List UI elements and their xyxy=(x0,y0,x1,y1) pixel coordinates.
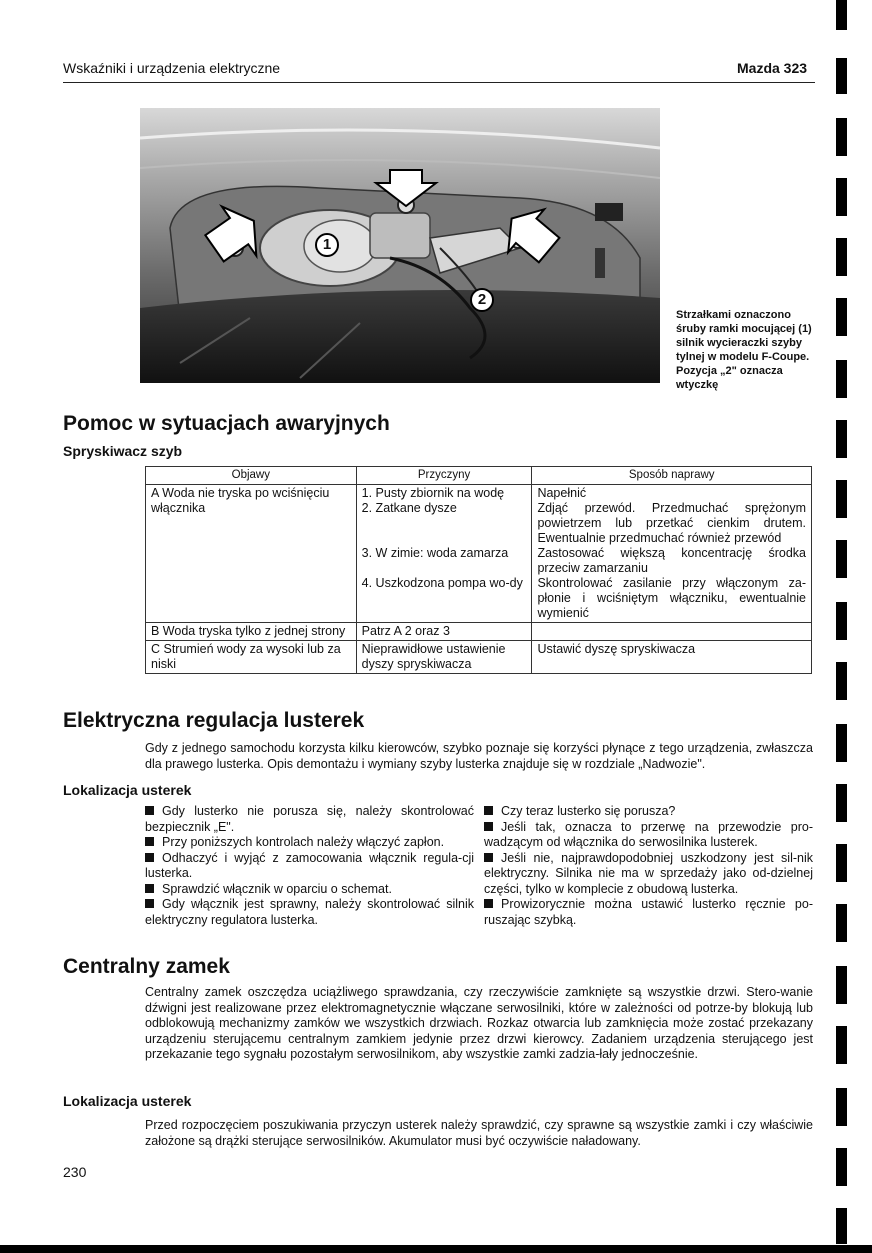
cause-cell xyxy=(356,485,532,623)
index-mark xyxy=(836,238,847,276)
bullet-icon xyxy=(145,899,154,908)
subsection-title: Lokalizacja usterek xyxy=(63,1093,192,1109)
table-row xyxy=(146,623,812,641)
bullet-list-left xyxy=(145,804,474,928)
remedy-item: Napełnić xyxy=(537,486,587,500)
list-item: Gdy lusterko nie porusza się, należy skontrolować bezpiecznik „E". xyxy=(145,804,474,834)
section-intro: Gdy z jednego samochodu korzysta kilku kierowców, szybko poznaje się korzyści płynące z tego urządzenia, zwłaszcza dla prawego lusterka. Opis demontażu i wymiany szyby lusterka znajduje się w rozdziale „Nadwozie". xyxy=(145,741,813,771)
remedy-item: Zdjąć przewód. Przedmuchać sprężonym powietrzem lub przetkać cienkim drutem. Ewentualnie przedmuchać również przewód xyxy=(537,501,806,545)
index-mark xyxy=(836,480,847,518)
section-text: Przed rozpoczęciem poszukiwania przyczyn usterek należy sprawdzić, czy sprawne są wszystkie zamki i czy właściwie założone są drążki sterujące serwosilników. Akumulator musi być oczywiście naładowany. xyxy=(145,1118,813,1148)
bullet-icon xyxy=(145,884,154,893)
bullet-icon xyxy=(484,853,493,862)
callout-label-2: 2 xyxy=(477,291,487,308)
index-mark xyxy=(836,1208,847,1244)
bullet-icon xyxy=(145,853,154,862)
running-header-model: Mazda 323 xyxy=(737,60,808,76)
index-mark xyxy=(836,58,847,94)
header-rule xyxy=(63,82,815,83)
cause-item: 2. Zatkane dysze xyxy=(361,501,457,515)
bullet-icon xyxy=(484,806,493,815)
index-mark xyxy=(836,420,847,458)
cause-cell: Nieprawidłowe ustawienie dyszy spryskiwacza xyxy=(356,641,532,674)
section-title: Elektryczna regulacja lusterek xyxy=(63,709,365,732)
cause-item: 3. W zimie: woda zamarza xyxy=(361,546,509,560)
bottom-edge-bar xyxy=(0,1245,872,1253)
cause-item: 4. Uszkodzona pompa wo-dy xyxy=(361,576,523,590)
bullet-icon xyxy=(484,822,493,831)
figure-caption: Strzałkami oznaczono śruby ramki mocującej (1) silnik wycieraczki szyby tylnej w modelu F-Coupe. Pozycja „2" oznacza wtyczkę xyxy=(676,309,812,391)
remedy-cell: Ustawić dyszę spryskiwacza xyxy=(532,641,812,674)
cause-cell: Patrz A 2 oraz 3 xyxy=(356,623,532,641)
remedy-cell xyxy=(532,623,812,641)
index-mark xyxy=(836,178,847,216)
index-mark xyxy=(836,118,847,156)
symptom-cell: A Woda nie tryska po wciśnięciu włącznika xyxy=(146,485,357,623)
list-item: Gdy włącznik jest sprawny, należy skontrolować silnik elektryczny regulatora lusterka. xyxy=(145,897,474,927)
index-mark xyxy=(836,784,847,822)
remedy-item: Skontrolować zasilanie przy włączonym za-płonie i wciśniętym włączniku, ewentualnie wymienić xyxy=(537,576,806,620)
index-mark xyxy=(836,904,847,942)
index-mark xyxy=(836,844,847,882)
cause-item: 1. Pusty zbiornik na wodę xyxy=(361,486,505,500)
wiper-motor-photo xyxy=(140,108,660,383)
list-item: Jeśli nie, najprawdopodobniej uszkodzony jest sil-nik elektryczny. Silnika nie ma w sprzedaży jako od-dzielnej części, tylko w komplecie z obudową lusterka. xyxy=(484,850,813,896)
subsection-title: Spryskiwacz szyb xyxy=(63,443,183,459)
table-row xyxy=(146,485,812,623)
column-header: Sposób naprawy xyxy=(532,467,812,485)
list-item: Przy poniższych kontrolach należy włączyć zapłon. xyxy=(145,835,474,851)
running-header: Wskaźniki i urządzenia elektryczne xyxy=(63,60,281,76)
section-title: Pomoc w sytuacjach awaryjnych xyxy=(63,412,390,435)
index-mark xyxy=(836,1148,847,1186)
index-mark xyxy=(836,298,847,336)
index-mark xyxy=(836,724,847,762)
section-intro: Centralny zamek oszczędza uciążliwego sprawdzania, czy rzeczywiście zamknięte są wszystkie drzwi. Stero-wanie dźwigni jest realizowane przez elektromagnetycznie włączane serwosilniki, które w zależności od potrze-by blokują lub odblokowują mechanizmy zamków we wszystkich drzwiach. Rozkaz otwarcia lub zamknięcia może zostać przekazany urządzeniu sterującemu centralnym zamkiem jedynie przez drzwi kierowcy. Zadaniem urządzenia sterującego jest przekazanie tego sygnału pozostałym serwosilnikom, aby wszystkie zamki zadzia-łały jednocześnie. xyxy=(145,985,813,1061)
list-item: Prowizorycznie można ustawić lusterko ręcznie po-ruszając szybką. xyxy=(484,897,813,927)
bullet-icon xyxy=(484,899,493,908)
index-mark xyxy=(836,966,847,1004)
index-mark xyxy=(836,0,847,30)
list-item: Sprawdzić włącznik w oparciu o schemat. xyxy=(145,882,474,898)
column-header: Przyczyny xyxy=(356,467,532,485)
list-item: Jeśli tak, oznacza to przerwę na przewodzie pro-wadzącym od włącznika do serwosilnika lusterek. xyxy=(484,819,813,849)
list-item: Czy teraz lusterko się porusza? xyxy=(484,804,813,820)
bullet-list-right xyxy=(484,804,813,928)
page-number: 230 xyxy=(63,1164,87,1180)
remedy-item: Zastosować większą koncentrację środka przeciw zamarzaniu xyxy=(537,546,806,575)
callout-label-1: 1 xyxy=(322,236,332,253)
table-header-row xyxy=(146,467,812,485)
bullet-icon xyxy=(145,837,154,846)
subsection-title: Lokalizacja usterek xyxy=(63,782,192,798)
bullet-icon xyxy=(145,806,154,815)
section-title: Centralny zamek xyxy=(63,955,230,978)
index-mark xyxy=(836,1088,847,1126)
index-mark xyxy=(836,1026,847,1064)
index-mark xyxy=(836,662,847,700)
remedy-cell xyxy=(532,485,812,623)
column-header: Objawy xyxy=(146,467,357,485)
index-mark xyxy=(836,602,847,640)
symptom-cell: B Woda tryska tylko z jednej strony xyxy=(146,623,357,641)
troubleshooting-table xyxy=(145,466,812,674)
symptom-cell: C Strumień wody za wysoki lub za niski xyxy=(146,641,357,674)
index-mark xyxy=(836,360,847,398)
list-item: Odhaczyć i wyjąć z zamocowania włącznik regula-cji lusterka. xyxy=(145,850,474,880)
table-row xyxy=(146,641,812,674)
index-mark xyxy=(836,540,847,578)
